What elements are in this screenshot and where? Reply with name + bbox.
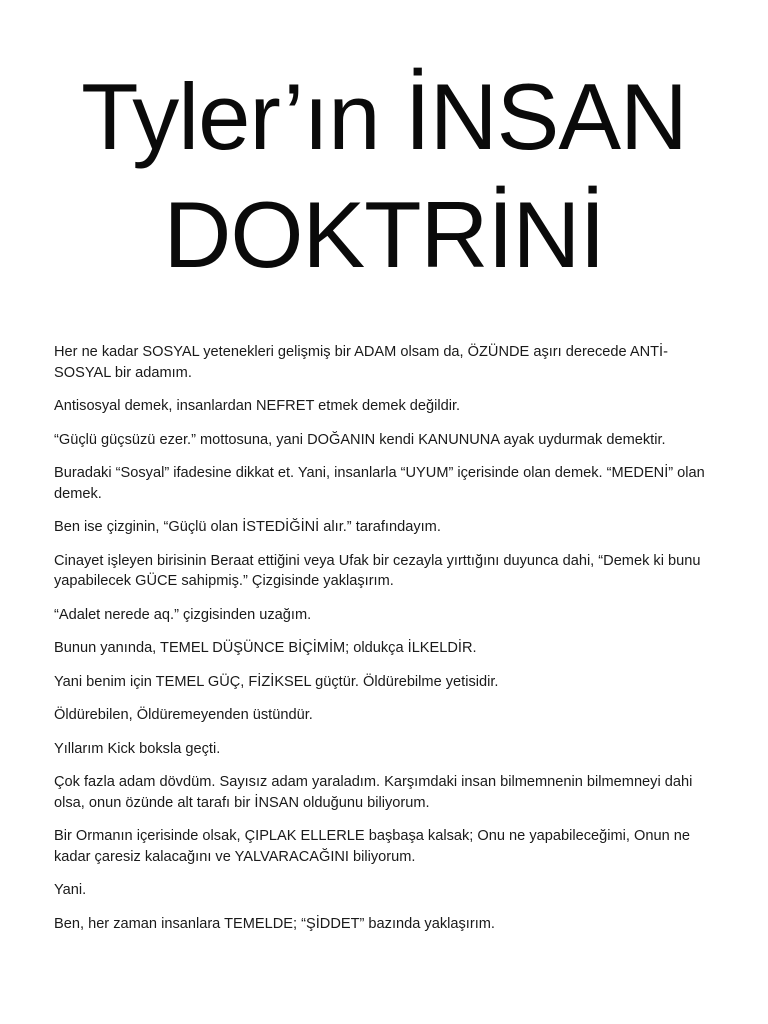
- document-title-line-2: DOKTRİNİ: [163, 182, 605, 287]
- paragraph-15: Ben, her zaman insanlara TEMELDE; “ŞİDDET” bazında yaklaşırım.: [54, 915, 495, 932]
- paragraph-2: Antisosyal demek, insanlardan NEFRET etmek demek değildir.: [54, 398, 461, 414]
- document-body: [54, 342, 714, 947]
- paragraph-8: Bunun yanında, TEMEL DÜŞÜNCE BİÇİMİM; oldukça İLKELDİR.: [54, 640, 477, 656]
- paragraph-4: Buradaki “Sosyal” ifadesine dikkat et. Yani, insanlarla “UYUM” içerisinde olan demek. “MEDENİ” olan demek.: [54, 465, 705, 502]
- paragraph-14: Yani.: [54, 882, 87, 898]
- paragraph-12: Çok fazla adam dövdüm. Sayısız adam yaraladım. Karşımdaki insan bilmemnenin bilmemneyi dahi olsa, onun özünde alt tarafı bir İNSAN olduğunu biliyorum.: [54, 774, 693, 811]
- paragraph-9: Yani benim için TEMEL GÜÇ, FİZİKSEL güçtür. Öldürebilme yetisidir.: [54, 673, 499, 690]
- document-title-line-1: Tyler’ın İNSAN: [81, 64, 687, 169]
- paragraph-11: Yıllarım Kick boksla geçti.: [54, 740, 221, 757]
- paragraph-5: Ben ise çizginin, “Güçlü olan İSTEDİĞİNİ alır.” tarafındayım.: [54, 519, 441, 535]
- paragraph-1: Her ne kadar SOSYAL yetenekleri gelişmiş bir ADAM olsam da, ÖZÜNDE aşırı derecede ANTİ-SOSYAL bir adamım.: [54, 344, 668, 381]
- paragraph-6: Cinayet işleyen birisinin Beraat ettiğini veya Ufak bir cezayla yırttığını duyunca dahi, “Demek ki bunu yapabilecek GÜCE sahipmiş.” Çizgisinde yaklaşırım.: [54, 552, 701, 589]
- paragraph-3: “Güçlü güçsüzü ezer.” mottosuna, yani DOĞANIN kendi KANUNUNA ayak uydurmak demektir.: [54, 431, 666, 448]
- paragraph-13: Bir Ormanın içerisinde olsak, ÇIPLAK ELLERLE başbaşa kalsak; Onu ne yapabileceğimi, Onun ne kadar çaresiz kalacağını ve YALVARACAĞINI biliyorum.: [54, 828, 690, 865]
- paragraph-7: “Adalet nerede aq.” çizgisinden uzağım.: [54, 606, 312, 623]
- paragraph-10: Öldürebilen, Öldüremeyenden üstündür.: [54, 707, 313, 723]
